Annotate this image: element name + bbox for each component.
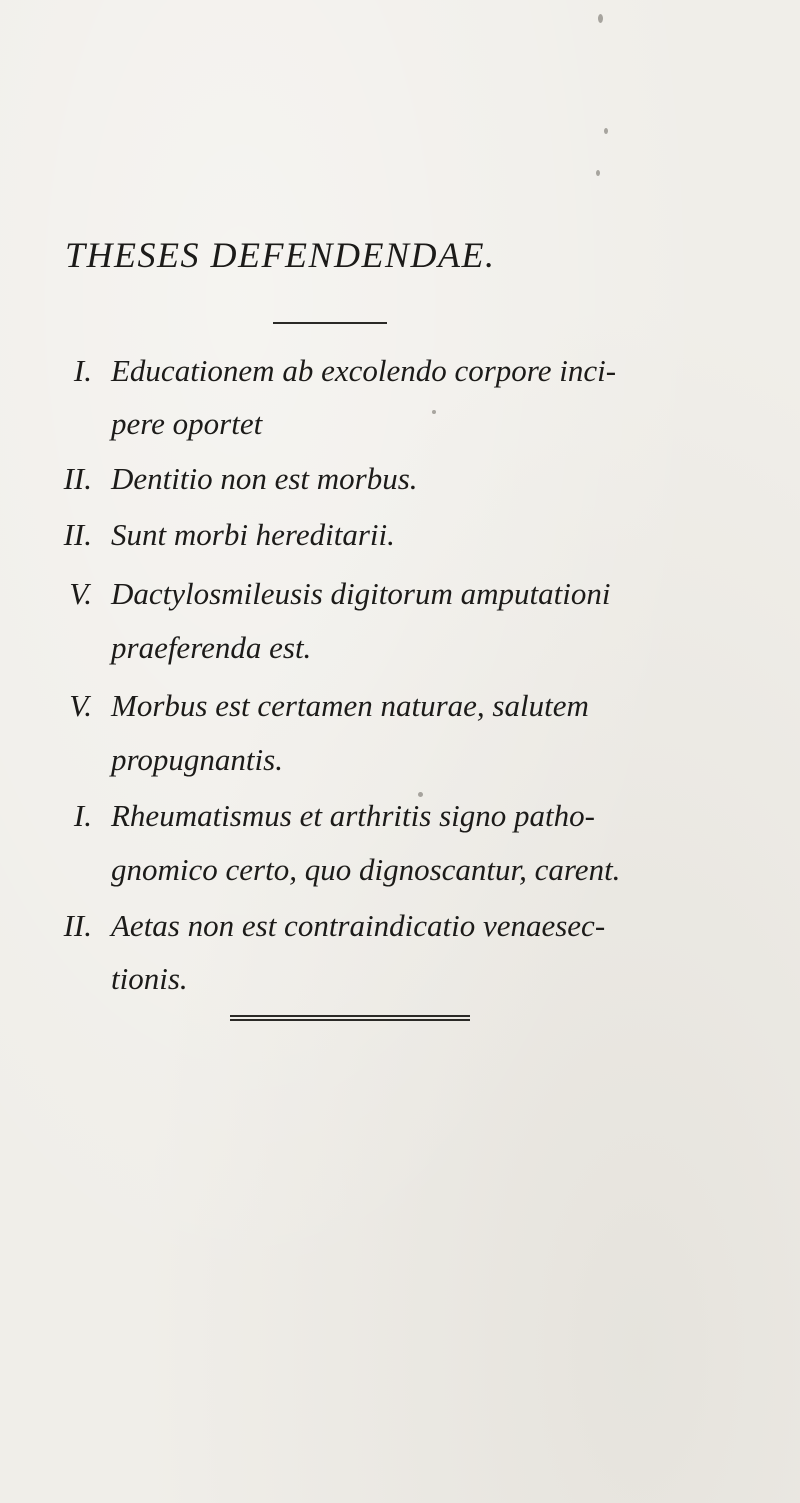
ink-speck [604, 128, 608, 134]
thesis-text-line: pere oportet [111, 406, 263, 441]
thesis-text-line: propugnantis. [111, 742, 283, 777]
thesis-text-line: Sunt morbi hereditarii. [111, 517, 395, 552]
thesis-text-line: Dentitio non est morbus. [111, 461, 418, 496]
thesis-number: II. [63, 461, 92, 496]
thesis-text-line: tionis. [111, 961, 188, 996]
closing-double-rule [230, 1015, 470, 1021]
thesis-text-line: Rheumatismus et arthritis signo patho- [111, 798, 595, 833]
page-title: THESES DEFENDENDAE. [65, 235, 496, 275]
thesis-number: II. [63, 517, 92, 552]
ink-speck [418, 792, 423, 797]
thesis-number: I. [73, 353, 92, 388]
ink-speck [432, 410, 436, 414]
title-divider [273, 322, 387, 324]
thesis-text-line: praeferenda est. [111, 630, 312, 665]
thesis-number: I. [73, 798, 92, 833]
thesis-text-line: Morbus est certamen naturae, salutem [111, 688, 589, 723]
thesis-number: V. [69, 576, 92, 611]
ink-speck [596, 170, 600, 176]
thesis-number: V. [69, 688, 92, 723]
thesis-text-line: gnomico certo, quo dignoscantur, carent. [111, 852, 621, 887]
ink-speck [598, 14, 603, 23]
thesis-text-line: Dactylosmileusis digitorum amputationi [111, 576, 611, 611]
thesis-text-line: Aetas non est contraindicatio venaesec- [111, 908, 606, 943]
thesis-text-line: Educationem ab excolendo corpore inci- [111, 353, 617, 388]
thesis-number: II. [63, 908, 92, 943]
